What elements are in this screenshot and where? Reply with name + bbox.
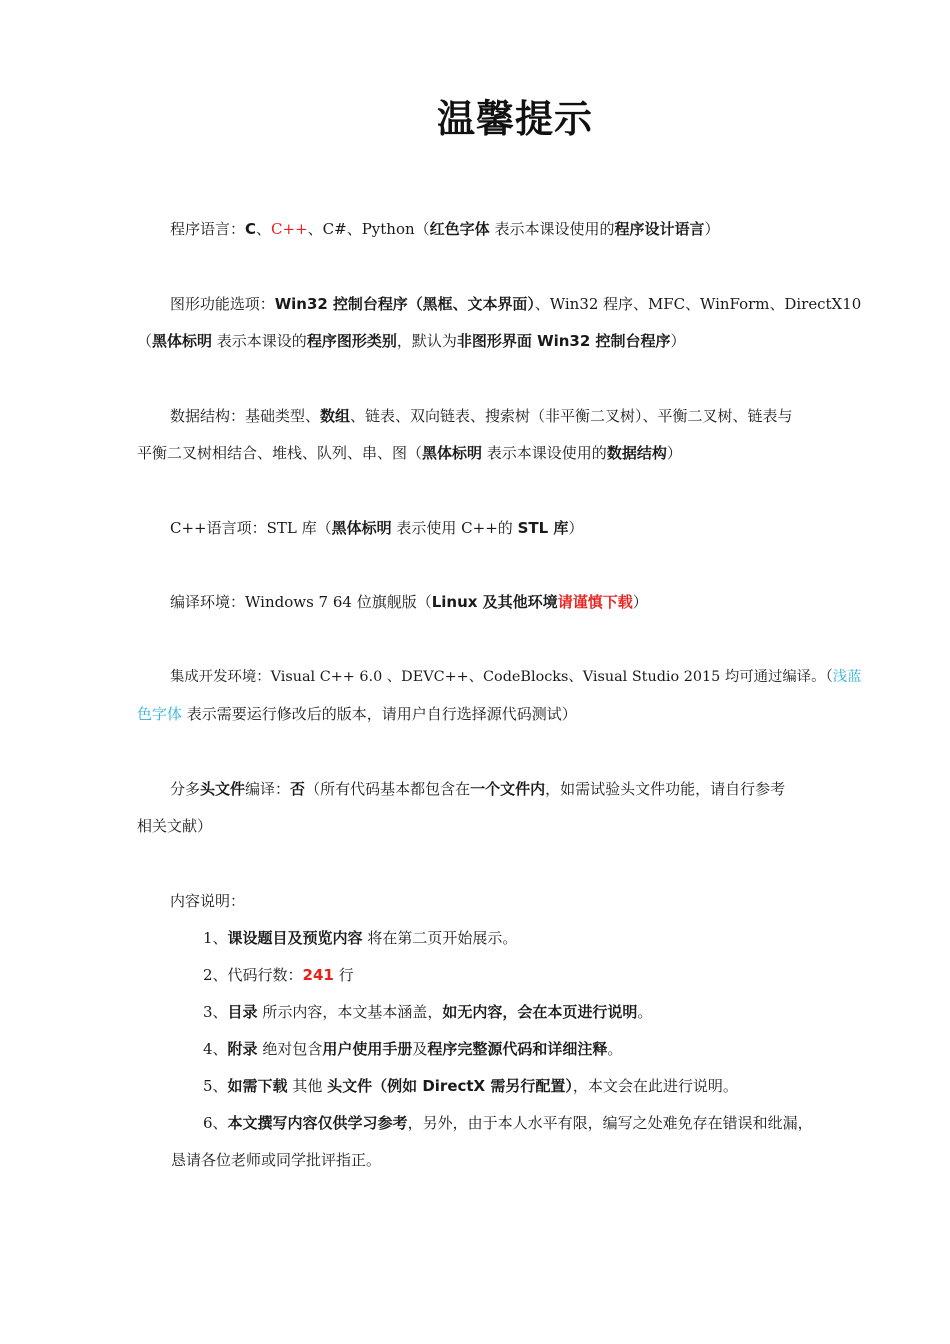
content-item-2: 2、代码行数：241 行 [203, 966, 354, 984]
content-item-3: 3、目录 所示内容，本文基本涵盖，如无内容，会在本页进行说明。 [203, 1003, 653, 1021]
content-item-5: 5、如需下载 其他 头文件（例如 DirectX 需另行配置），本文会在此进行说明。 [203, 1077, 738, 1095]
lang-c: C [245, 220, 257, 238]
content-item-1: 1、课设题目及预览内容 将在第二页开始展示。 [203, 929, 518, 947]
language-paragraph: 程序语言：C、C++、C#、Python（红色字体 表示本课设使用的程序设计语言） [170, 220, 720, 238]
lang-cpp: C++ [271, 220, 308, 238]
graphics-paragraph: 图形功能选项：Win32 控制台程序（黑框、文本界面）、Win32 程序、MFC、WinForm、DirectX10 （黑体标明 表示本课设的程序图形类别，默认为非图形界面 Win32 控制台程序） [137, 295, 862, 350]
compile-env-paragraph: 编译环境：Windows 7 64 位旗舰版（Linux 及其他环境请谨慎下载） [170, 593, 648, 611]
content-item-4: 4、附录 绝对包含用户使用手册及程序完整源代码和详细注释。 [203, 1040, 623, 1058]
ide-paragraph: 集成开发环境：Visual C++ 6.0 、DEVC++、CodeBlocks、Visual Studio 2015 均可通过编译。（浅蓝 色字体 表示需要运行修改后的版本，请用户自行选择源代码测试） [137, 669, 862, 723]
page-title: 温馨提示 [436, 97, 593, 141]
content-item-6: 6、本文撰写内容仅供学习参考，另外，由于本人水平有限，编写之处难免存在错误和纰漏， 恳请各位老师或同学批评指正。 [171, 1114, 813, 1169]
data-structure-paragraph: 数据结构：基础类型、数组、链表、双向链表、搜索树（非平衡二叉树）、平衡二叉树、链表与 平衡二叉树相结合、堆栈、队列、串、图（黑体标明 表示本课设使用的数据结构） [137, 407, 793, 462]
cpp-paragraph: C++语言项：STL 库（黑体标明 表示使用 C++的 STL 库） [170, 519, 584, 537]
content-heading: 内容说明： [170, 892, 246, 910]
multi-file-paragraph: 分多头文件编译：否（所有代码基本都包含在一个文件内，如需试验头文件功能，请自行参考 相关文献） [137, 780, 786, 835]
